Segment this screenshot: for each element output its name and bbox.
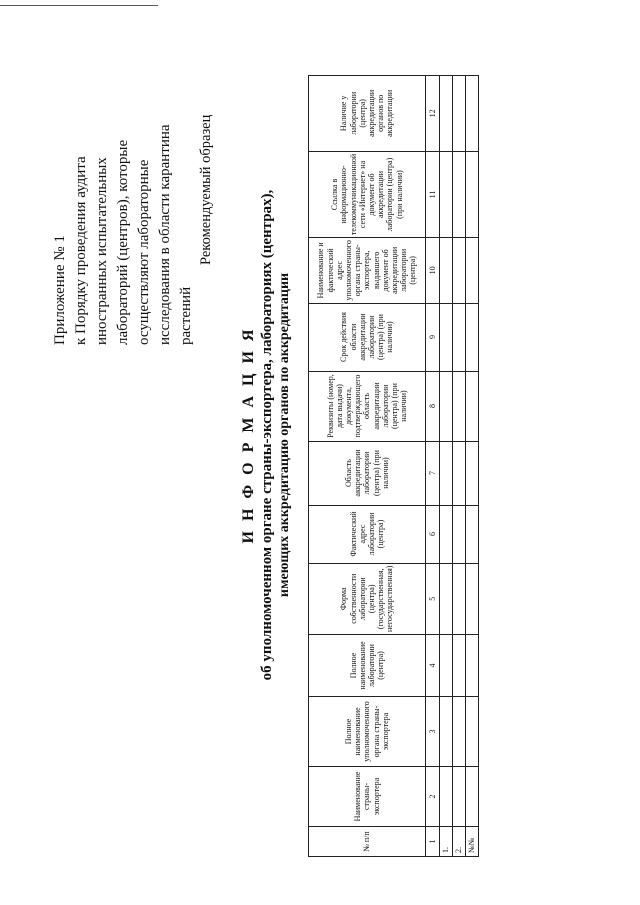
table-cell [440,151,453,237]
table-cell [466,371,479,441]
table-cell [440,767,453,827]
header-cell: Реквизиты (номер, дата выдачи) документа, подтверждающего область аккредитации лаборатории (центра) (при наличии) [309,371,426,441]
table-row [440,75,453,856]
annex-line: осуществляют лабораторные [136,159,152,345]
table-cell [453,505,466,563]
table-cell [466,303,479,371]
annex-line: растений [178,286,194,345]
title-heading: И Н Ф О Р М А Ц И Я [240,326,257,544]
header-cell: Наименование и фактический адрес уполномоченного органа страны-экспортера, выдавшего документ об аккредитации лаборатории (центра) [309,238,426,303]
table-cell [466,767,479,827]
table-cell [453,441,466,505]
info-table [308,75,479,857]
column-number: 3 [426,697,440,767]
table-cell [466,635,479,697]
table-cell [440,441,453,505]
table-cell [453,151,466,237]
annex-block [50,15,197,345]
column-number: 1 [426,827,440,857]
column-number: 7 [426,441,440,505]
table-cell [466,238,479,303]
table-cell [440,635,453,697]
table-cell [440,371,453,441]
column-number: 4 [426,635,440,697]
table-cell [453,563,466,634]
table-cell [453,767,466,827]
header-cell: Полное наименование лаборатории (центра) [309,635,426,697]
header-cell: Фактический адрес лаборатории (центра) [309,505,426,563]
table-cell [466,441,479,505]
column-number: 2 [426,767,440,827]
header-cell: Срок действия области аккредитации лаборатории (центра) (при наличии) [309,303,426,371]
table-row [453,75,466,856]
table-cell [453,75,466,151]
table-cell [453,697,466,767]
table-cell [440,238,453,303]
table-cell [453,303,466,371]
column-number: 8 [426,371,440,441]
table-cell [466,151,479,237]
header-cell: Полное наименование уполномоченного органа страны-экспортера [309,697,426,767]
header-cell: № п/п [309,827,426,857]
column-number: 5 [426,563,440,634]
column-number: 12 [426,75,440,151]
header-cell: Область аккредитации лаборатории (центра) (при наличии) [309,441,426,505]
table-cell [440,697,453,767]
annex-line: Приложение № 1 [52,235,68,345]
header-cell: Наличие у лаборатории (центра) аккредитации органов по аккредитации [309,75,426,151]
annex-line: иностранных испытательных [94,157,110,345]
row-number: 1. [440,827,453,857]
row-number: 2. [453,827,466,857]
table-cell [466,75,479,151]
row-number: №№ [466,827,479,857]
table-cell [453,635,466,697]
table-cell [440,505,453,563]
document-title [240,55,293,815]
header-cell: Форма собственности лаборатории (центра) (государственная, негосударственная) [309,563,426,634]
table-cell [453,238,466,303]
column-number: 9 [426,303,440,371]
title-line: имеющих аккредитацию органов по аккредитации [277,272,292,598]
column-number: 11 [426,151,440,237]
header-cell: Наименование страны-экспортера [309,767,426,827]
table-cell [440,75,453,151]
table-cell [466,563,479,634]
table-cell [466,505,479,563]
sample-label: Рекомендуемый образец [198,114,214,265]
column-number: 10 [426,238,440,303]
title-line: об уполномоченном органе страны-экспортера, лабораториях (центрах), [259,189,275,681]
table-cell [466,697,479,767]
table-cell [453,371,466,441]
column-number-row [426,75,440,856]
annex-line: лабораторий (центров), которые [115,139,131,345]
annex-line: исследования в области карантина [157,124,173,345]
table-cell [440,563,453,634]
annex-line: к Порядку проведения аудита [73,156,89,345]
table-header-row [309,75,426,856]
header-cell: Ссылка в информационно-телекоммуникационной сети «Интернет» на документ об аккредитации лаборатории (центра) (при наличии) [309,151,426,237]
table-cell [440,303,453,371]
table-row [466,75,479,856]
column-number: 6 [426,505,440,563]
